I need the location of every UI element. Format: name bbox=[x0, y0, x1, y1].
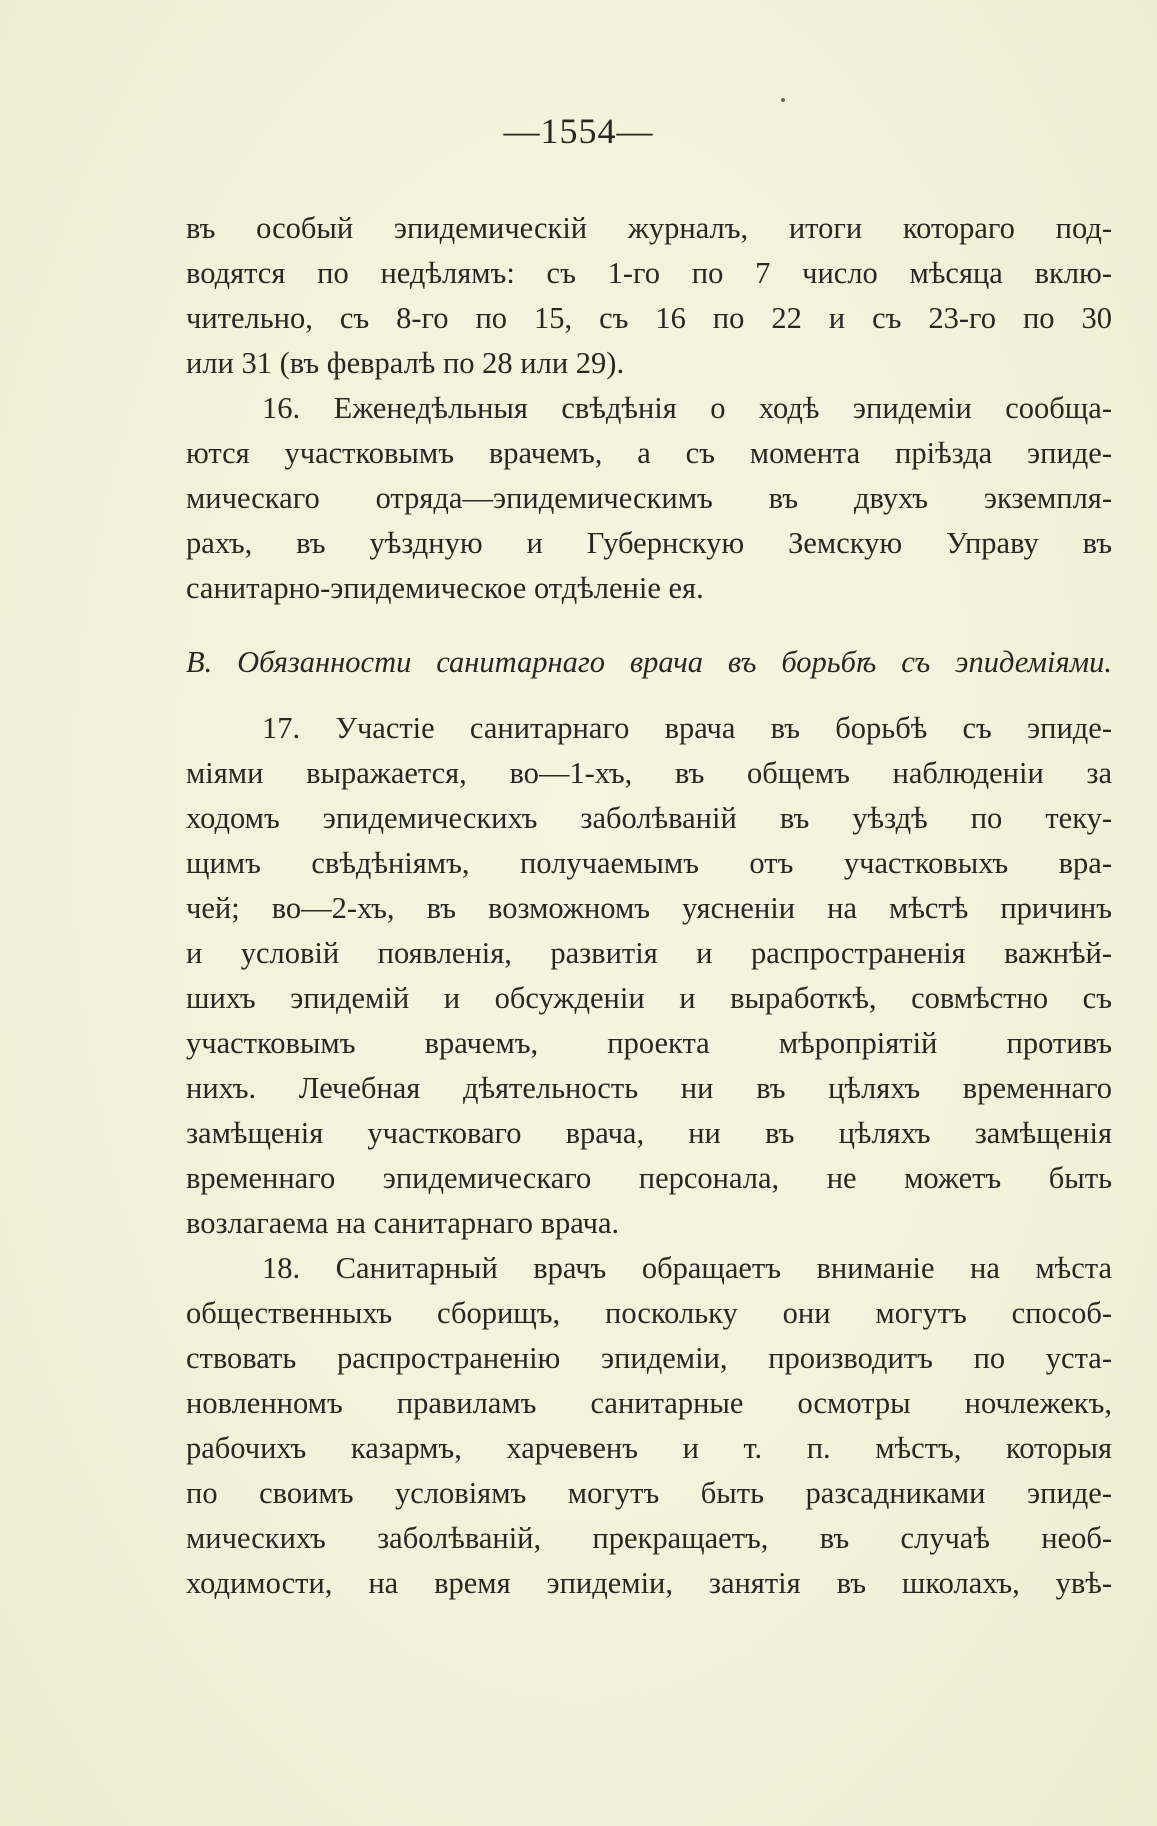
text-line: въ особый эпидемическій журналъ, итоги котораго под- bbox=[186, 211, 1112, 245]
text-block-2 bbox=[186, 706, 1112, 1606]
text-line: мическаго отряда—эпидемическимъ въ двухъ экземпля- bbox=[186, 481, 1112, 515]
text-line: 18. Санитарный врачъ обращаетъ вниманіе на мѣста bbox=[262, 1251, 1112, 1285]
section-heading: В. Обязанности санитарнаго врача въ борьбѣ съ эпидеміями. bbox=[186, 645, 1112, 679]
text-line: по своимъ условіямъ могутъ быть разсадниками эпиде- bbox=[186, 1476, 1112, 1510]
text-line: временнаго эпидемическаго персонала, не можетъ быть bbox=[186, 1161, 1112, 1195]
text-line: или 31 (въ февралѣ по 28 или 29). bbox=[186, 346, 625, 380]
text-line: нихъ. Лечебная дѣятельность ни въ цѣляхъ временнаго bbox=[186, 1071, 1112, 1105]
text-line: 16. Еженедѣльныя свѣдѣнія о ходѣ эпидеміи сообща- bbox=[262, 391, 1112, 425]
text-line: замѣщенія участковаго врача, ни въ цѣляхъ замѣщенія bbox=[186, 1116, 1112, 1150]
text-line: новленномъ правиламъ санитарные осмотры ночлежекъ, bbox=[186, 1386, 1112, 1420]
text-line: чей; во—2-хъ, въ возможномъ уясненіи на мѣстѣ причинъ bbox=[186, 891, 1112, 925]
text-block-1 bbox=[186, 206, 1112, 611]
text-line: водятся по недѣлямъ: съ 1-го по 7 число мѣсяца вклю- bbox=[186, 256, 1112, 290]
text-line: ходимости, на время эпидеміи, занятія въ школахъ, увѣ- bbox=[186, 1566, 1112, 1600]
text-line: ходомъ эпидемическихъ заболѣваній въ уѣздѣ по теку- bbox=[186, 801, 1112, 835]
text-line: рахъ, въ уѣздную и Губернскую Земскую Управу въ bbox=[186, 526, 1112, 560]
text-line: міями выражается, во—1-хъ, въ общемъ наблюденіи за bbox=[186, 756, 1112, 790]
text-line: и условій появленія, развитія и распространенія важнѣй- bbox=[186, 936, 1112, 970]
text-line: возлагаема на санитарнаго врача. bbox=[186, 1206, 620, 1240]
text-line: рабочихъ казармъ, харчевенъ и т. п. мѣстъ, которыя bbox=[186, 1431, 1112, 1465]
text-line: чительно, съ 8-го по 15, съ 16 по 22 и съ 23-го по 30 bbox=[186, 301, 1112, 335]
text-line: общественныхъ сборищъ, поскольку они могутъ способ- bbox=[186, 1296, 1112, 1330]
text-line: 17. Участіе санитарнаго врача въ борьбѣ съ эпиде- bbox=[262, 711, 1112, 745]
text-line: ются участковымъ врачемъ, а съ момента пріѣзда эпиде- bbox=[186, 436, 1112, 470]
text-line: шихъ эпидемій и обсужденіи и выработкѣ, совмѣстно съ bbox=[186, 981, 1112, 1015]
ink-speck bbox=[781, 98, 785, 102]
text-line: участковымъ врачемъ, проекта мѣропріятій противъ bbox=[186, 1026, 1112, 1060]
text-line: санитарно-эпидемическое отдѣленіе ея. bbox=[186, 571, 704, 605]
text-line: щимъ свѣдѣніямъ, получаемымъ отъ участковыхъ вра- bbox=[186, 846, 1112, 880]
page-number: —1554— bbox=[503, 111, 654, 151]
text-line: мическихъ заболѣваній, прекращаетъ, въ случаѣ необ- bbox=[186, 1521, 1112, 1555]
text-line: ствовать распространенію эпидеміи, производитъ по уста- bbox=[186, 1341, 1112, 1375]
